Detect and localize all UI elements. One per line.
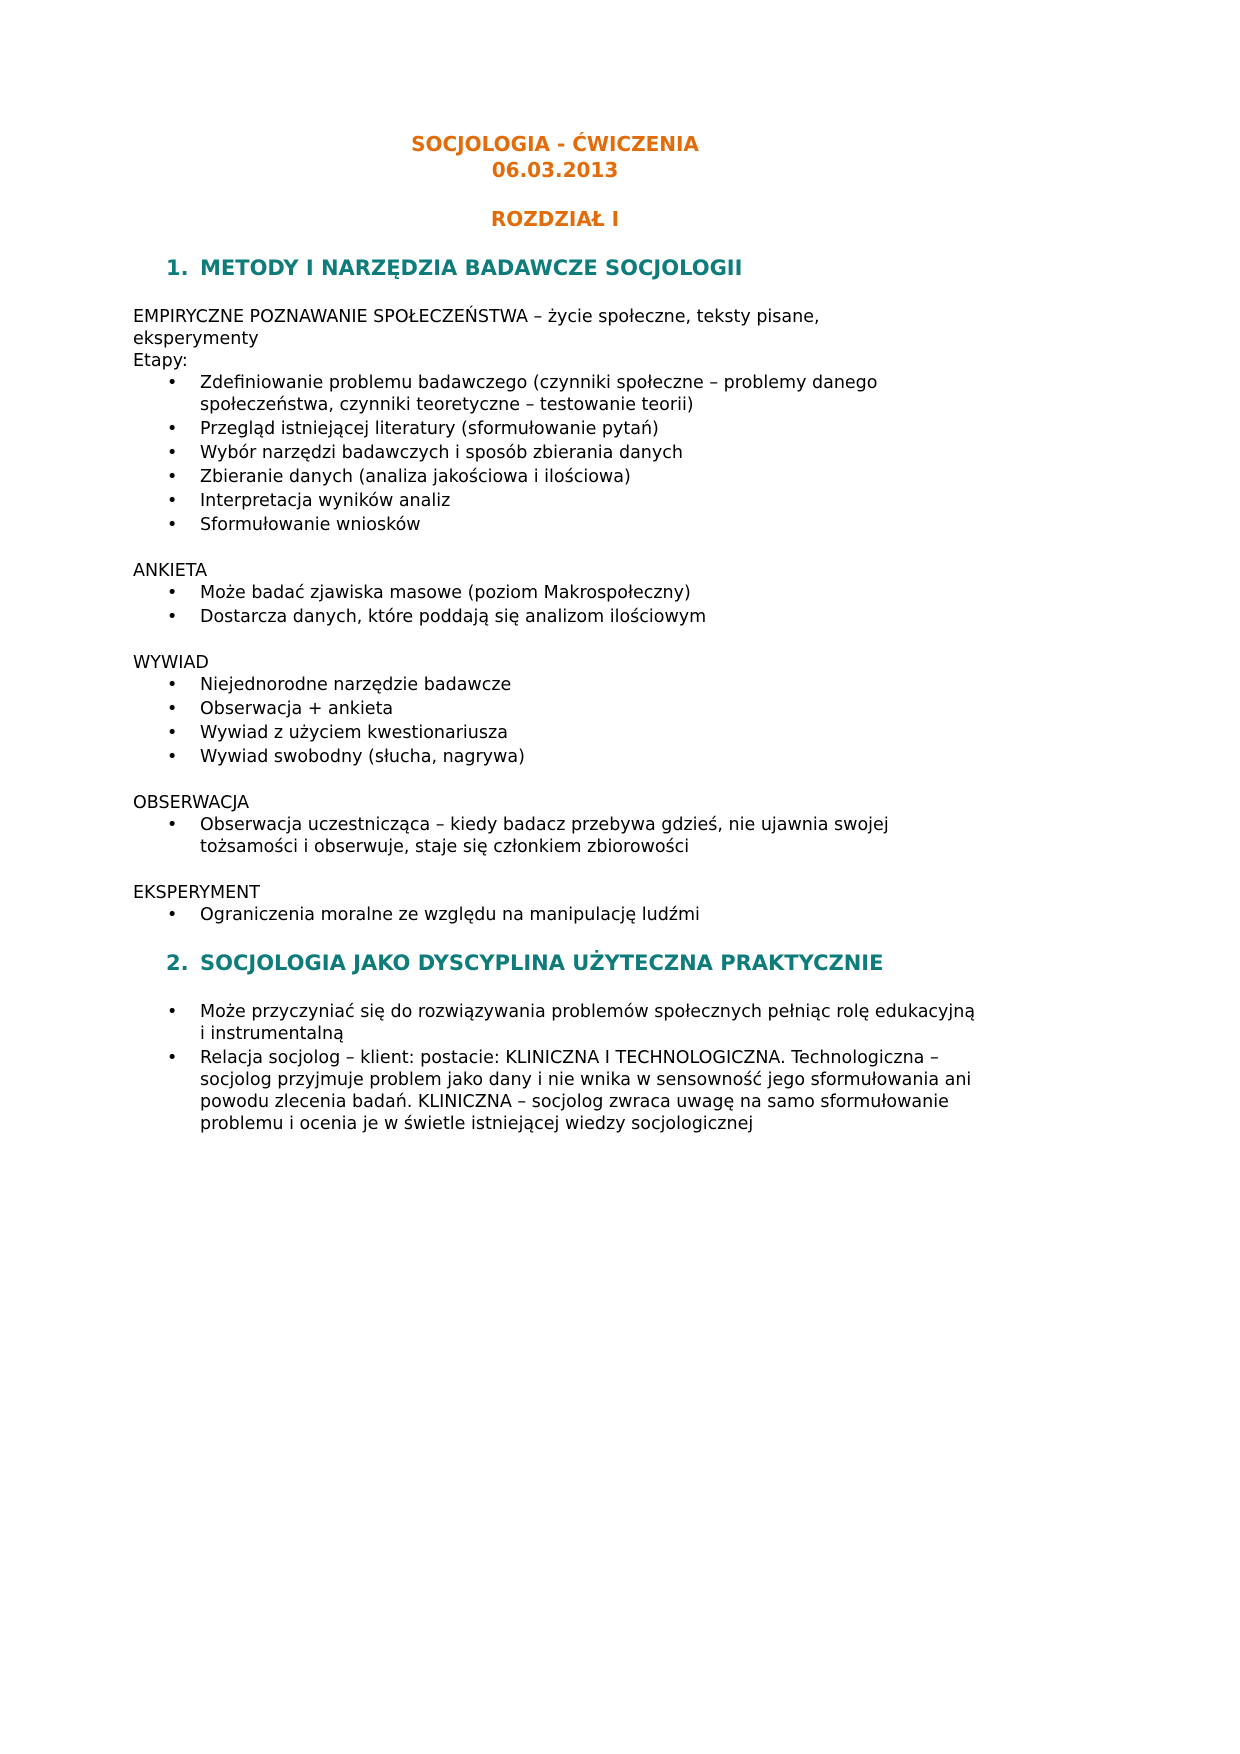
- wywiad-label: WYWIAD: [133, 653, 209, 673]
- list-item-text: Może przyczyniać się do rozwiązywania problemów społecznych pełniąc rolę edukacyjną i instrumentalną: [200, 1002, 976, 1044]
- bullet-icon: •: [167, 515, 178, 535]
- list-item-text: Dostarcza danych, które poddają się analizom ilościowym: [200, 607, 707, 627]
- eksperyment-list: [133, 904, 983, 926]
- list-item-text: Obserwacja uczestnicząca – kiedy badacz przebywa gdzieś, nie ujawnia swojej tożsamości i obserwuje, staje się członkiem zbiorowości: [200, 815, 889, 857]
- list-item: [133, 442, 933, 464]
- obserwacja-list: [133, 814, 983, 858]
- list-item-text: Sformułowanie wniosków: [200, 515, 421, 535]
- intro-paragraph: EMPIRYCZNE POZNAWANIE SPOŁECZEŃSTWA – życie społeczne, teksty pisane, eksperymenty: [133, 307, 820, 349]
- list-item: [133, 698, 983, 720]
- bullet-icon: •: [167, 443, 178, 463]
- list-item: [133, 814, 983, 858]
- ankieta-list: [133, 582, 983, 628]
- list-item-text: Wywiad z użyciem kwestionariusza: [200, 723, 508, 743]
- bullet-icon: •: [167, 723, 178, 743]
- list-item-text: Niejednorodne narzędzie badawcze: [200, 675, 512, 695]
- section-title: METODY I NARZĘDZIA BADAWCZE SOCJOLOGII: [200, 256, 743, 280]
- bullet-icon: •: [167, 747, 178, 767]
- bullet-icon: •: [167, 491, 178, 511]
- bullet-icon: •: [167, 699, 178, 719]
- list-item: [133, 372, 933, 416]
- section-2-body: [133, 1001, 983, 1137]
- list-item: [133, 606, 983, 628]
- bullet-icon: •: [167, 1002, 178, 1022]
- list-item: [133, 904, 983, 926]
- list-item-text: Wywiad swobodny (słucha, nagrywa): [200, 747, 525, 767]
- bullet-icon: •: [167, 905, 178, 925]
- list-item: [133, 674, 983, 696]
- list-item: [133, 490, 933, 512]
- document-date: 06.03.2013: [491, 158, 619, 182]
- obserwacja-section: [133, 792, 983, 860]
- section-2-heading: [166, 949, 883, 977]
- list-item: [133, 466, 933, 488]
- bullet-icon: •: [167, 1048, 178, 1068]
- eksperyment-section: [133, 882, 983, 928]
- section-title: SOCJOLOGIA JAKO DYSCYPLINA UŻYTECZNA PRAKTYCZNIE: [200, 951, 884, 975]
- etapy-list: [133, 372, 933, 536]
- list-item-text: Zdefiniowanie problemu badawczego (czynniki społeczne – problemy danego społeczeństwa, czynniki teoretyczne – testowanie teorii): [200, 373, 878, 415]
- wywiad-list: [133, 674, 983, 768]
- list-item-text: Interpretacja wyników analiz: [200, 491, 451, 511]
- section-number: 2.: [166, 951, 189, 975]
- section-2-list: [133, 1001, 983, 1135]
- bullet-icon: •: [167, 419, 178, 439]
- ankieta-section: [133, 560, 983, 630]
- list-item: [133, 582, 983, 604]
- document-title: SOCJOLOGIA - ĆWICZENIA: [411, 132, 699, 156]
- list-item-text: Obserwacja + ankieta: [200, 699, 394, 719]
- list-item: [133, 722, 983, 744]
- list-item: [133, 1047, 983, 1135]
- bullet-icon: •: [167, 607, 178, 627]
- list-item: [133, 514, 933, 536]
- section-number: 1.: [166, 256, 189, 280]
- list-item-text: Ograniczenia moralne ze względu na manipulację ludźmi: [200, 905, 700, 925]
- bullet-icon: •: [167, 815, 178, 835]
- list-item: [133, 746, 983, 768]
- etapy-label: Etapy:: [133, 351, 188, 371]
- bullet-icon: •: [167, 583, 178, 603]
- section-1-intro: [133, 306, 983, 538]
- ankieta-label: ANKIETA: [133, 561, 208, 581]
- eksperyment-label: EKSPERYMENT: [133, 883, 260, 903]
- bullet-icon: •: [167, 467, 178, 487]
- section-1-heading: [166, 254, 742, 282]
- chapter-title: ROZDZIAŁ I: [490, 207, 620, 231]
- list-item-text: Wybór narzędzi badawczych i sposób zbierania danych: [200, 443, 683, 463]
- list-item: [133, 418, 933, 440]
- bullet-icon: •: [167, 373, 178, 393]
- list-item: [133, 1001, 983, 1045]
- wywiad-section: [133, 652, 983, 770]
- list-item-text: Zbieranie danych (analiza jakościowa i ilościowa): [200, 467, 631, 487]
- bullet-icon: •: [167, 675, 178, 695]
- list-item-text: Przegląd istniejącej literatury (sformułowanie pytań): [200, 419, 659, 439]
- list-item-text: Relacja socjolog – klient: postacie: KLINICZNA I TECHNOLOGICZNA. Technologiczna – socjolog przyjmuje problem jako dany i nie wnika w sensowność jego sformułowania ani powodu zlecenia badań. KLINICZNA – socjolog zwraca uwagę na samo sformułowanie problemu i ocenia je w świetle istniejącej wiedzy socjologicznej: [200, 1048, 972, 1134]
- obserwacja-label: OBSERWACJA: [133, 793, 250, 813]
- list-item-text: Może badać zjawiska masowe (poziom Makrospołeczny): [200, 583, 691, 603]
